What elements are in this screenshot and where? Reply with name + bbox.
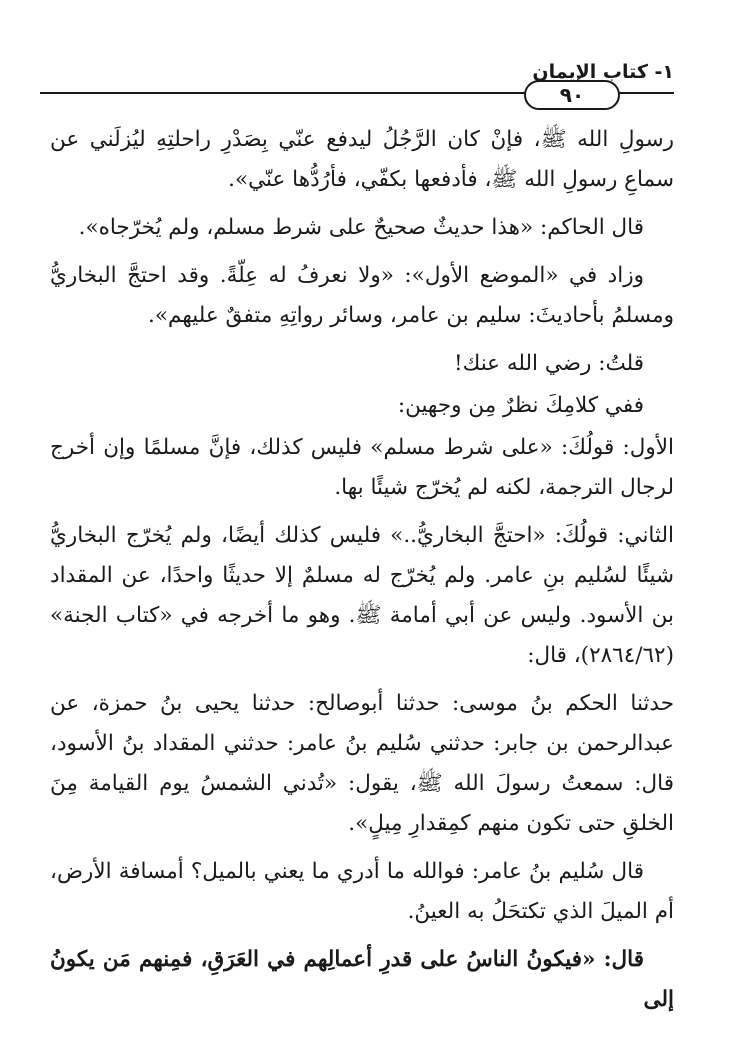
paragraph-hadith-continuation: قال: «فيكونُ الناسُ على قدرِ أعمالِهم في العَرَقِ، فمِنهم مَن يكونُ إلى	[50, 947, 674, 1012]
page-header	[40, 55, 674, 107]
paragraph-continuation: رسولِ الله ﷺ، فإنْ كان الرَّجُلُ ليدفع عنّي بِصَدْرِ راحلتِهِ ليُزلَني عن سماعِ رسولِ الله ﷺ، فأدفعها بكفّي، فأرُدُّها عنّي».	[50, 127, 674, 192]
paragraph-first-aspect: الأول: قولُكَ: «على شرط مسلم» فليس كذلك، فإنَّ مسلمًا وإن أخرج لرجال الترجمة، لكنه لم يُخرّج شيئًا بها.	[50, 435, 674, 500]
paragraph-response: قلتُ: رضي الله عنك!	[453, 351, 644, 376]
paragraph-hadith-chain: حدثنا الحكم بنُ موسى: حدثنا أبوصالح: حدثنا يحيى بنُ حمزة، عن عبدالرحمن بن جابر: حدثني سُليم بنُ عامر: حدثني المقداد بنُ الأسود، قال: سمعتُ رسولَ الله ﷺ، يقول: «تُدني الشمسُ يوم القيامة مِنَ الخلقِ حتى تكون منهم كمِقدارِ مِيلٍ».	[50, 691, 674, 836]
chapter-title: ١- كتاب الإيمان	[532, 61, 674, 83]
paragraph-addition: وزاد في «الموضع الأول»: «ولا نعرفُ له عِلّةً. وقد احتجَّ البخاريُّ ومسلمُ بأحاديثَ: سليم بن عامر، وسائر رواتِهِ متفقٌ عليهم».	[50, 263, 674, 328]
paragraph-second-aspect: الثاني: قولُكَ: «احتجَّ البخاريُّ..» فليس كذلك أيضًا، ولم يُخرّج البخاريُّ شيئًا لسُليم بنِ عامر. ولم يُخرّج له مسلمٌ إلا حديثًا واحدًا، عن المقداد بن الأسود. وليس عن أبي أمامة ﷺ. وهو ما أخرجه في «كتاب الجنة» (٢٨٦٤/٦٢)، قال:	[50, 523, 674, 668]
paragraph-hakim-quote: قال الحاكم: «هذا حديثٌ صحيحٌ على شرط مسلم، ولم يُخرّجاه».	[78, 215, 644, 240]
paragraph-two-aspects: ففي كلامِكَ نظرٌ مِن وجهين:	[397, 393, 644, 418]
page-number: ٩٠	[524, 80, 620, 110]
page-body	[50, 120, 674, 1028]
paragraph-sulaym-comment: قال سُليم بنُ عامر: فوالله ما أدري ما يعني بالميل؟ أمسافة الأرض، أم الميلَ الذي تكتحَلُ به العينُ.	[50, 859, 674, 924]
